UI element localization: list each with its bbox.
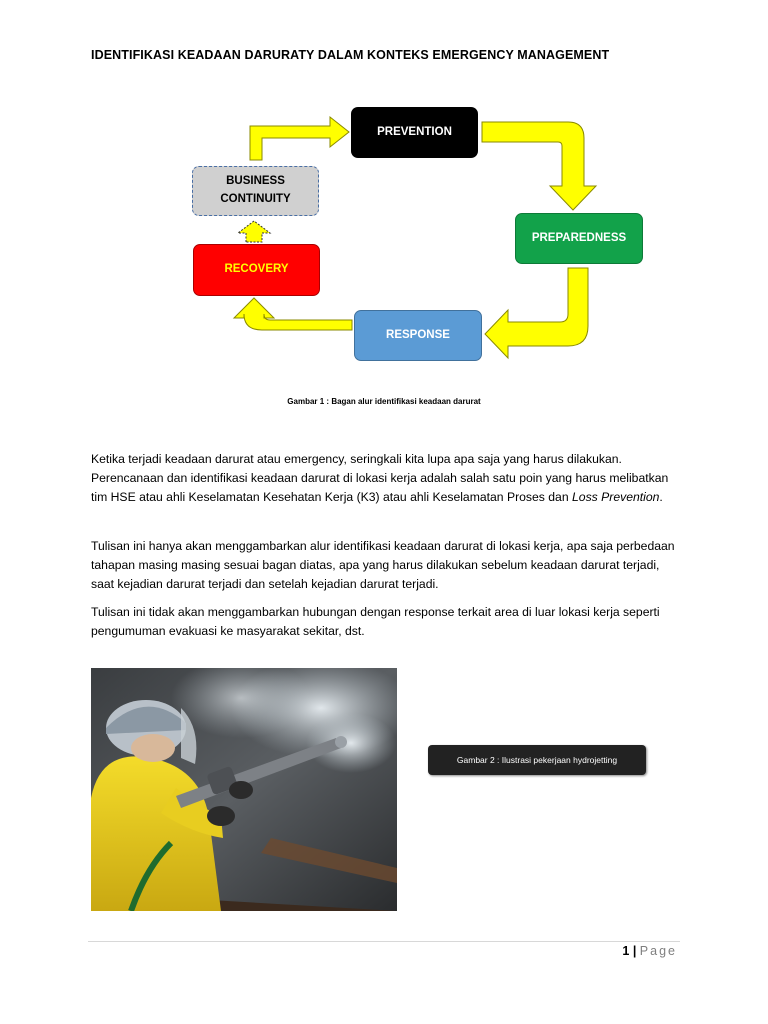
page-number: 1 — [622, 944, 630, 958]
page-footer — [622, 944, 677, 958]
arrow-recovery-to-business — [238, 221, 270, 242]
node-prevention: PREVENTION — [351, 107, 478, 158]
node-business-line1: BUSINESS — [226, 175, 285, 188]
figure1-caption: Gambar 1 : Bagan alur identifikasi keadaan darurat — [287, 397, 481, 406]
page-label: Page — [639, 944, 677, 958]
figure2-caption: Gambar 2 : Ilustrasi pekerjaan hydrojetting — [428, 745, 646, 775]
document-title: IDENTIFIKASI KEADAAN DARURATY DALAM KONTEKS EMERGENCY MANAGEMENT — [91, 48, 610, 62]
footer-divider — [88, 941, 680, 942]
arrow-prevention-to-preparedness — [482, 122, 596, 210]
paragraph-1-italic: Loss Prevention — [572, 490, 660, 504]
footer-separator: | — [632, 944, 637, 958]
paragraph-3: Tulisan ini tidak akan menggambarkan hubungan dengan response terkait area di luar lokasi kerja seperti pengumuman evakuasi ke masyarakat sekitar, dst. — [91, 605, 660, 638]
node-response: RESPONSE — [354, 310, 482, 361]
node-preparedness: PREPAREDNESS — [515, 213, 643, 264]
paragraph-1 — [91, 450, 681, 507]
node-business-line2: CONTINUITY — [220, 193, 291, 205]
paragraph-2: Tulisan ini hanya akan menggambarkan alur identifikasi keadaan darurat di lokasi kerja, apa saja perbedaan tahapan masing masing sesuai bagan diatas, apa yang harus dilakukan sebelum keadaan darurat terjadi, saat kejadian darurat terjadi dan setelah kejadian darurat terjadi. — [91, 539, 675, 591]
paragraph-1-text: Ketika terjadi keadaan darurat atau emergency, seringkali kita lupa apa saja yang harus dilakukan. Perencanaan dan identifikasi keadaan darurat di lokasi kerja adalah salah satu poin yang harus melibatkan tim HSE atau ahli Keselamatan Kesehatan Kerja (K3) atau ahli Keselamatan Proses dan — [91, 452, 669, 504]
node-business-continuity — [192, 166, 319, 216]
arrow-business-to-prevention — [250, 117, 349, 160]
hydrojetting-photo — [91, 668, 397, 911]
paragraph-1-end: . — [659, 490, 663, 504]
arrow-response-to-recovery — [234, 298, 352, 330]
node-recovery: RECOVERY — [193, 244, 320, 296]
arrow-preparedness-to-response — [485, 268, 588, 358]
